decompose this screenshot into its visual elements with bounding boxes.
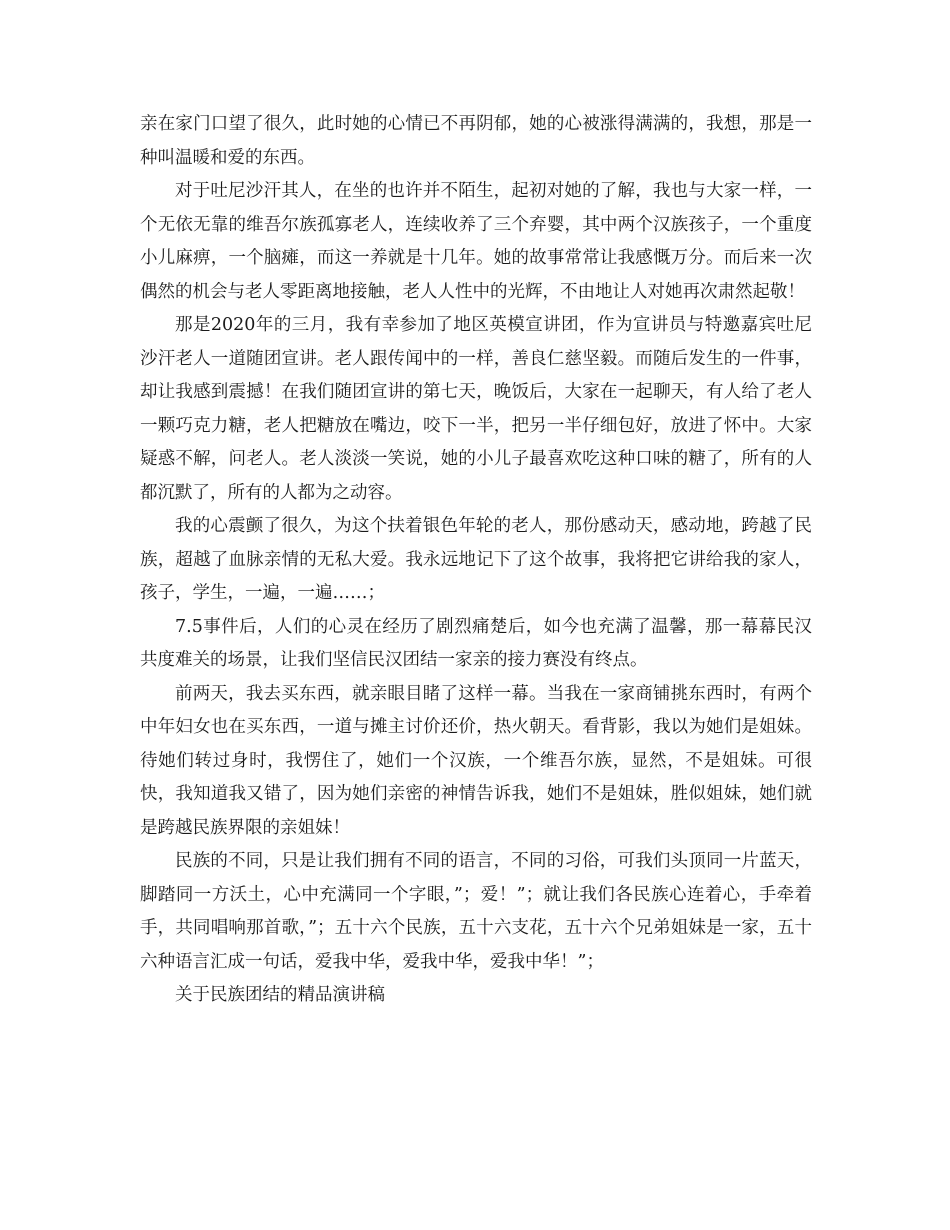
document-body: [140, 108, 812, 1013]
paragraph-4: 我的心震颤了很久，为这个扶着银色年轮的老人，那份感动天，感动地，跨越了民族，超越了血脉亲情的无私大爱。我永远地记下了这个故事，我将把它讲给我的家人，孩子，学生，一遍，一遍……；: [140, 516, 812, 603]
document-title-footer: 关于民族团结的精品演讲稿: [175, 985, 385, 1005]
paragraph-7: 民族的不同，只是让我们拥有不同的语言，不同的习俗，可我们头顶同一片蓝天，脚踏同一方沃土，心中充满同一个字眼，”；爱！”；就让我们各民族心连着心，手牵着手，共同唱响那首歌，”；五十六个民族，五十六支花，五十六个兄弟姐妹是一家，五十六种语言汇成一句话，爱我中华，爱我中华，爱我中华！”；: [140, 851, 812, 972]
paragraph-5: 7.5事件后，人们的心灵在经历了剧烈痛楚后，如今也充满了温馨，那一幕幕民汉共度难关的场景，让我们坚信民汉团结一家亲的接力赛没有终点。: [140, 616, 812, 670]
paragraph-1: 亲在家门口望了很久，此时她的心情已不再阴郁，她的心被涨得满满的，我想，那是一种叫温暖和爱的东西。: [140, 114, 812, 168]
paragraph-2: 对于吐尼沙汗其人，在坐的也许并不陌生，起初对她的了解，我也与大家一样，一个无依无靠的维吾尔族孤寡老人，连续收养了三个弃婴，其中两个汉族孩子，一个重度小儿麻痹，一个脑瘫，而这一养就是十几年。她的故事常常让我感慨万分。而后来一次偶然的机会与老人零距离地接触，老人人性中的光辉，不由地让人对她再次肃然起敬！: [140, 181, 812, 302]
paragraph-6: 前两天，我去买东西，就亲眼目睹了这样一幕。当我在一家商铺挑东西时，有两个中年妇女也在买东西，一道与摊主讨价还价，热火朝天。看背影，我以为她们是姐妹。待她们转过身时，我愣住了，她们一个汉族，一个维吾尔族，显然，不是姐妹。可很快，我知道我又错了，因为她们亲密的神情告诉我，她们不是姐妹，胜似姐妹，她们就是跨越民族界限的亲姐妹！: [140, 683, 812, 838]
paragraph-3: 那是2020年的三月，我有幸参加了地区英模宣讲团，作为宣讲员与特邀嘉宾吐尼沙汗老人一道随团宣讲。老人跟传闻中的一样，善良仁慈坚毅。而随后发生的一件事，却让我感到震撼！在我们随团宣讲的第七天，晚饭后，大家在一起聊天，有人给了老人一颗巧克力糖，老人把糖放在嘴边，咬下一半，把另一半仔细包好，放进了怀中。大家疑惑不解，问老人。老人淡淡一笑说，她的小儿子最喜欢吃这种口味的糖了，所有的人都沉默了，所有的人都为之动容。: [140, 315, 812, 503]
